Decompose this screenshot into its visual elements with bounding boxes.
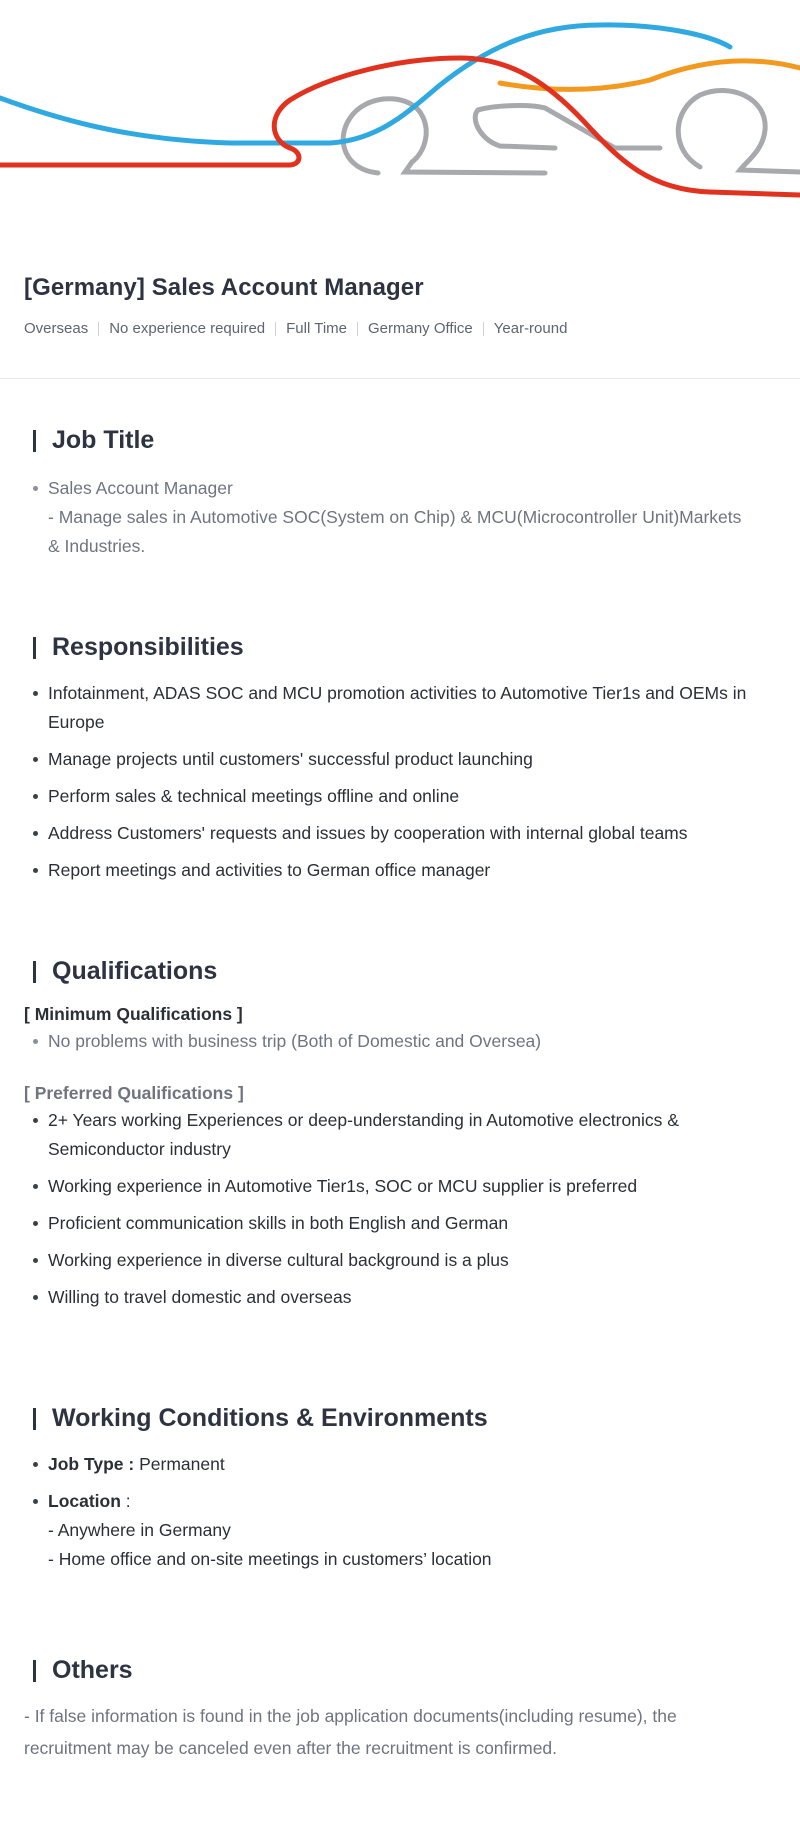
job-type-label: Job Type : [48, 1454, 135, 1474]
list-item: Proficient communication skills in both English and German [24, 1209, 776, 1238]
meta-recruit-period: Year-round [493, 320, 568, 337]
location-line: - Home office and on-site meetings in customers’ location [48, 1549, 492, 1569]
job-title-list [24, 474, 776, 561]
section-heading-text: Job Title [52, 426, 155, 454]
section-heading [24, 1656, 776, 1685]
list-item: Report meetings and activities to German office manager [24, 856, 776, 885]
list-item-text: & Industries. [48, 536, 146, 556]
section-heading-text: Working Conditions & Environments [52, 1404, 488, 1432]
list-item: Working experience in Automotive Tier1s, SOC or MCU supplier is preferred [24, 1172, 776, 1201]
section-heading [24, 957, 776, 986]
heading-bar [33, 637, 36, 659]
list-item: Address Customers' requests and issues by cooperation with internal global teams [24, 819, 776, 848]
list-item: Willing to travel domestic and overseas [24, 1283, 776, 1312]
job-header [0, 230, 800, 378]
list-item-text: Sales Account Manager [48, 478, 233, 498]
list-item-text: - Manage sales in Automotive SOC(System on Chip) & MCU(Microcontroller Unit)Markets [48, 507, 742, 527]
meta-employment-type: Full Time [286, 320, 347, 337]
job-description [0, 379, 800, 1764]
responsibilities-list [24, 679, 776, 885]
list-item: Infotainment, ADAS SOC and MCU promotion activities to Automotive Tier1s and OEMs in Europe [24, 679, 776, 737]
location-label: Location [48, 1491, 121, 1511]
preferred-qualifications-list [24, 1106, 776, 1312]
list-item: Perform sales & technical meetings offline and online [24, 782, 776, 811]
list-item: Manage projects until customers' successful product launching [24, 745, 776, 774]
heading-bar [33, 1408, 36, 1430]
section-heading-text: Qualifications [52, 957, 218, 985]
list-item [24, 474, 776, 561]
heading-bar [33, 961, 36, 983]
section-working-conditions [24, 1312, 776, 1574]
car-line-art [0, 0, 800, 230]
section-heading [24, 1404, 776, 1433]
location-colon: : [125, 1491, 131, 1511]
section-heading-text: Responsibilities [52, 633, 244, 661]
minimum-qualifications-heading: [ Minimum Qualifications ] [24, 1004, 243, 1024]
section-heading [24, 426, 776, 455]
working-conditions-list [24, 1450, 776, 1574]
meta-divider [483, 322, 484, 336]
meta-divider [357, 322, 358, 336]
list-item: Working experience in diverse cultural background is a plus [24, 1246, 776, 1275]
car-outline [343, 90, 800, 173]
minimum-qualifications-list [24, 1027, 776, 1056]
meta-office: Germany Office [367, 320, 473, 337]
list-item: No problems with business trip (Both of Domestic and Oversea) [24, 1027, 776, 1056]
section-heading-text: Others [52, 1656, 133, 1684]
list-item: 2+ Years working Experiences or deep-understanding in Automotive electronics & Semiconductor industry [24, 1106, 776, 1164]
location-line: - Anywhere in Germany [48, 1520, 231, 1540]
list-item-job-type [24, 1450, 776, 1479]
job-type-value: Permanent [139, 1454, 225, 1474]
section-others [24, 1574, 776, 1764]
section-heading [24, 633, 776, 662]
list-item-location [24, 1487, 776, 1574]
heading-bar [33, 1660, 36, 1682]
meta-divider [275, 322, 276, 336]
heading-bar [33, 430, 36, 452]
job-meta-tags [24, 320, 776, 337]
preferred-qualifications-heading: [ Preferred Qualifications ] [24, 1083, 244, 1103]
hero-car-illustration [0, 0, 800, 230]
others-text: - If false information is found in the job application documents(including resume), the recruitment may be canceled even after the recruitment is confirmed. [24, 1706, 677, 1758]
meta-region: Overseas [24, 320, 89, 337]
section-qualifications [24, 885, 776, 1312]
meta-divider [98, 322, 99, 336]
meta-experience: No experience required [109, 320, 266, 337]
section-job-title [24, 379, 776, 561]
page-title: [Germany] Sales Account Manager [24, 274, 424, 301]
section-responsibilities [24, 561, 776, 885]
